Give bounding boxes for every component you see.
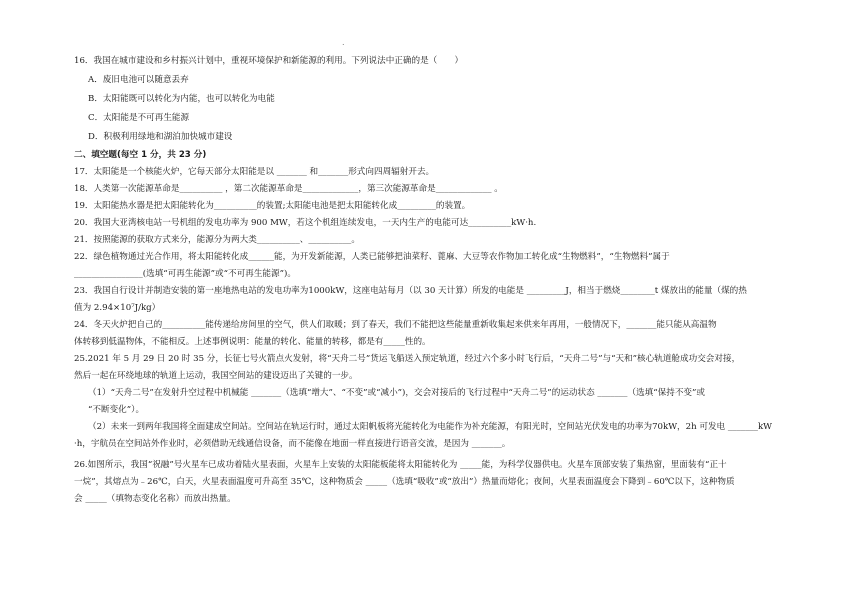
question-25-part-1-line-1: （1）“天舟二号”在发射升空过程中机械能 _______（选填“增大”、“不变”或“减小”)，交会对接后的飞行过程中“天舟二号”的运动状态 _______（选填“保持不变”或	[88, 388, 706, 398]
question-21: 21．按照能源的获取方式来分，能源分为两大类__________、__________。	[74, 235, 360, 245]
section-2-title: 二、填空题(每空 1 分，共 23 分)	[74, 150, 207, 160]
question-25-line-2: 然后一起在环绕地球的轨道上运动，我国空间站的建设迈出了关键的一步。	[74, 371, 358, 381]
question-22-line-2: ________________(选填“可再生能源”或“不可再生能源”)。	[74, 269, 296, 279]
question-23-line-1: 23．我国自行设计并制造安装的第一座地热电站的发电功率为1000kW，这座电站每月（以 30 天计算）所发的电能是 _________J，相当于燃烧________t 煤放出的能量（煤的热	[74, 286, 747, 296]
question-16-option-d: D．积极利用绿地和湖泊加快城市建设	[88, 132, 233, 142]
question-23-line-2: 值为 2.94×10⁷J/kg）	[74, 303, 161, 313]
question-16-option-a: A．废旧电池可以随意丢弃	[88, 75, 189, 85]
question-25-line-1: 25.2021 年 5 月 29 日 20 时 35 分，长征七号火箭点火发射，将“天舟二号”货运飞船送入预定轨道，经过六个多小时飞行后，“天舟二号”与“天和”核心轨道舱成功交会对接，	[74, 354, 741, 364]
question-24-line-2: 体转移到低温物体，不能相反。上述事例说明：能量的转化、能量的转移，都是有_____性的。	[74, 337, 431, 347]
question-22-line-1: 22．绿色植物通过光合作用，将太阳能转化成______能，为开发新能源，人类已能够把油菜籽、蓖麻、大豆等农作物加工转化成“生物燃料”，“生物燃料”属于	[74, 252, 670, 262]
question-18: 18．人类第一次能源革命是__________ ，第二次能源革命是_____________，第三次能源革命是_____________ 。	[74, 184, 503, 194]
question-16-option-c: C．太阳能是不可再生能源	[88, 113, 190, 123]
question-17: 17．太阳能是一个核能火炉，它每天部分太阳能是以 _______ 和_______形式向四周辐射开去。	[74, 167, 435, 177]
question-16-option-b: B．太阳能既可以转化为内能，也可以转化为电能	[88, 94, 275, 104]
question-26-line-3: 会 _____（填物态变化名称）而放出热量。	[74, 494, 236, 504]
question-24-line-1: 24．冬天火炉把自己的__________能传递给房间里的空气，供人们取暖；到了春天，我们不能把这些能量重新收集起来供来年再用，一般情况下，_______能只能从高温物	[74, 320, 717, 330]
question-26-line-1: 26.如图所示，我国“祝融”号火星车已成功着陆火星表面，火星车上安装的太阳能板能将太阳能转化为 _____能，为科学仪器供电。火星车顶部安装了集热窗，里面装有“正十	[74, 460, 727, 470]
question-25-part-2-line-1: （2）未来一到两年我国将全面建成空间站。空间站在轨运行时，通过太阳帆板将光能转化为电能作为补充能源，有阳光时，空间站光伏发电的功率为70kW，2h 可发电 _______kW	[88, 422, 772, 432]
question-25-part-2-line-2: ·h，宇航员在空间站外作业时，必须借助无线通信设备，而不能像在地面一样直接进行语音交流，是因为 _______。	[74, 439, 511, 449]
question-19: 19．太阳能热水器是把太阳能转化为__________的装置;太阳能电池是把太阳能转化成_________的装置。	[74, 201, 471, 211]
question-26-line-2: 一烷”，其熔点为﹣26℃，白天，火星表面温度可升高至 35℃，这种物质会 _____（选填“吸收”或“放出”）热量而熔化；夜间，火星表面温度会下降到﹣60℃以下，这种物质	[74, 477, 735, 487]
question-20: 20．我国大亚湾核电站一号机组的发电功率为 900 MW，若这个机组连续发电，一天内生产的电能可达__________kW·h.	[74, 218, 537, 228]
top-mark: .	[342, 38, 345, 47]
question-16-stem: 16．我国在城市建设和乡村振兴计划中，重视环境保护和新能源的利用。下列说法中正确的是（ ）	[74, 56, 464, 66]
question-25-part-1-line-2: “不断变化”）。	[88, 405, 145, 415]
